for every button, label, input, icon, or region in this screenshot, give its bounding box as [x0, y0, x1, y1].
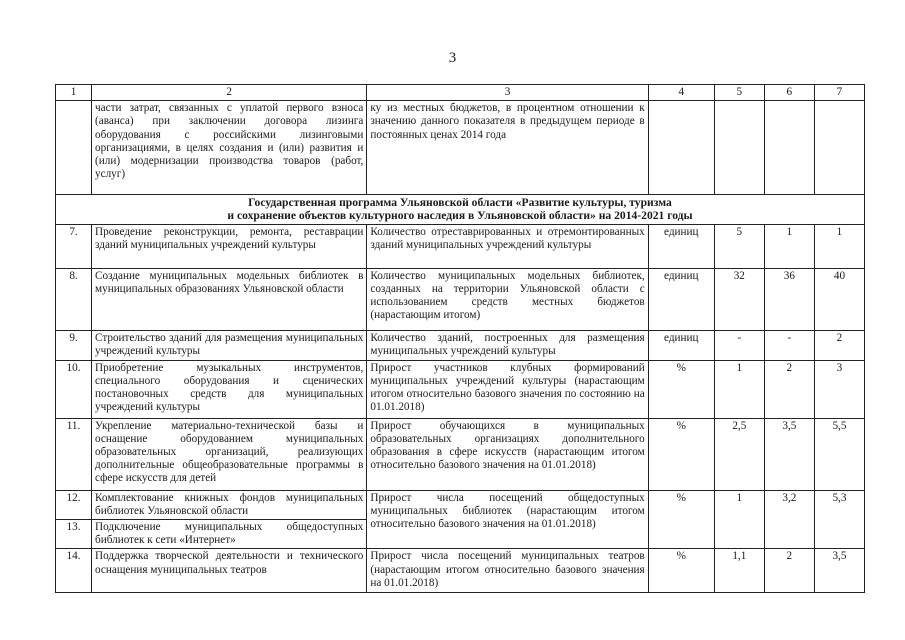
cell-indicator: Прирост числа посещений общедоступных муниципальных библиотек (нарастающим итогом относительно базового значения на 01.01.2018) [367, 490, 648, 549]
section-heading-row [56, 195, 865, 224]
cell-indicator: Прирост обучающихся в муниципальных образовательных организациях дополнительного образования в сфере искусств (нарастающим итогом относительно базового значения на 01.01.2018) [367, 418, 648, 490]
cell-activity: Комплектование книжных фондов муниципальных библиотек Ульяновской области [92, 490, 367, 519]
cell-activity: Строительство зданий для размещения муниципальных учреждений культуры [92, 330, 367, 360]
table-row [56, 418, 865, 490]
cell-value [764, 101, 814, 195]
cell-unit: единиц [648, 330, 714, 360]
cell-value: 2,5 [714, 418, 764, 490]
cell-unit [648, 101, 714, 195]
cell-value: 1 [714, 360, 764, 418]
cell-value: 3 [814, 360, 864, 418]
column-header: 7 [814, 85, 864, 101]
cell-value: 2 [764, 549, 814, 593]
cell-activity: Подключение муниципальных общедоступных библиотек к сети «Интернет» [92, 520, 367, 549]
cell-number: 12. [56, 490, 92, 519]
table-row [56, 549, 865, 593]
column-header: 6 [764, 85, 814, 101]
cell-number: 8. [56, 268, 92, 330]
cell-unit: % [648, 360, 714, 418]
cell-value: - [714, 330, 764, 360]
cell-number: 7. [56, 224, 92, 268]
cell-indicator: Количество отреставрированных и отремонтированных зданий муниципальных учреждений культуры [367, 224, 648, 268]
cell-activity: Приобретение музыкальных инструментов, специального оборудования и сценических постановочных средств для муниципальных учреждений культуры [92, 360, 367, 418]
table-header-row [56, 85, 865, 101]
table-row [56, 490, 865, 519]
cell-activity: части затрат, связанных с уплатой первого взноса (аванса) при заключении договора лизинга оборудования с российскими лизинговыми организациями, в целях создания и (или) развития и (или) модернизации производства товаров (работ, услуг) [92, 101, 367, 195]
cell-activity: Проведение реконструкции, ремонта, реставрации зданий муниципальных учреждений культуры [92, 224, 367, 268]
program-indicators-table [55, 84, 865, 593]
cell-value [814, 101, 864, 195]
column-header: 2 [92, 85, 367, 101]
cell-activity: Укрепление материально-технической базы и оснащение оборудованием муниципальных образовательных организаций, реализующих дополнительные общеобразовательные программы в сфере искусств для детей [92, 418, 367, 490]
column-header: 4 [648, 85, 714, 101]
cell-number: 14. [56, 549, 92, 593]
column-header: 1 [56, 85, 92, 101]
cell-value: 32 [714, 268, 764, 330]
cell-value: 1 [814, 224, 864, 268]
cell-unit: единиц [648, 224, 714, 268]
cell-indicator: Прирост числа посещений муниципальных театров (нарастающим итогом относительно базового значения на 01.01.2018) [367, 549, 648, 593]
cell-unit: % [648, 549, 714, 593]
cell-number: 9. [56, 330, 92, 360]
cell-value: 5 [714, 224, 764, 268]
cell-unit: единиц [648, 268, 714, 330]
cell-value: 2 [814, 330, 864, 360]
cell-value: 3,2 [764, 490, 814, 549]
cell-value: 3,5 [814, 549, 864, 593]
cell-indicator: Количество зданий, построенных для размещения муниципальных учреждений культуры [367, 330, 648, 360]
cell-number: 10. [56, 360, 92, 418]
page-number: 3 [448, 50, 457, 66]
cell-value: 1 [764, 224, 814, 268]
cell-value [714, 101, 764, 195]
column-header: 3 [367, 85, 648, 101]
table-row-continuation [56, 101, 865, 195]
cell-number: 13. [56, 520, 92, 549]
cell-value: 1 [714, 490, 764, 549]
section-heading-line: и сохранение объектов культурного наследия в Ульяновской области» на 2014-2021 годы [227, 209, 693, 223]
table-row [56, 360, 865, 418]
section-heading [56, 195, 865, 224]
cell-indicator: ку из местных бюджетов, в процентном отношении к значению данного показателя в предыдущем периоде в постоянных ценах 2014 года [367, 101, 648, 195]
cell-value: 1,1 [714, 549, 764, 593]
section-heading-line: Государственная программа Ульяновской области «Развитие культуры, туризма [248, 196, 672, 210]
cell-indicator: Прирост участников клубных формирований муниципальных учреждений культуры (нарастающим итогом относительно базового значения по состоянию на 01.01.2018) [367, 360, 648, 418]
cell-value: 2 [764, 360, 814, 418]
cell-unit: % [648, 490, 714, 549]
column-header: 5 [714, 85, 764, 101]
cell-value: 5,5 [814, 418, 864, 490]
cell-value: 5,3 [814, 490, 864, 549]
cell-value: 40 [814, 268, 864, 330]
cell-unit: % [648, 418, 714, 490]
table-row [56, 224, 865, 268]
cell-number: 11. [56, 418, 92, 490]
cell-number [56, 101, 92, 195]
table-row [56, 268, 865, 330]
cell-activity: Поддержка творческой деятельности и технического оснащения муниципальных театров [92, 549, 367, 593]
cell-value: - [764, 330, 814, 360]
cell-value: 3,5 [764, 418, 814, 490]
cell-value: 36 [764, 268, 814, 330]
table-row [56, 330, 865, 360]
cell-indicator: Количество муниципальных модельных библиотек, созданных на территории Ульяновской области с использованием средств местных бюджетов (нарастающим итогом) [367, 268, 648, 330]
cell-activity: Создание муниципальных модельных библиотек в муниципальных образованиях Ульяновской области [92, 268, 367, 330]
